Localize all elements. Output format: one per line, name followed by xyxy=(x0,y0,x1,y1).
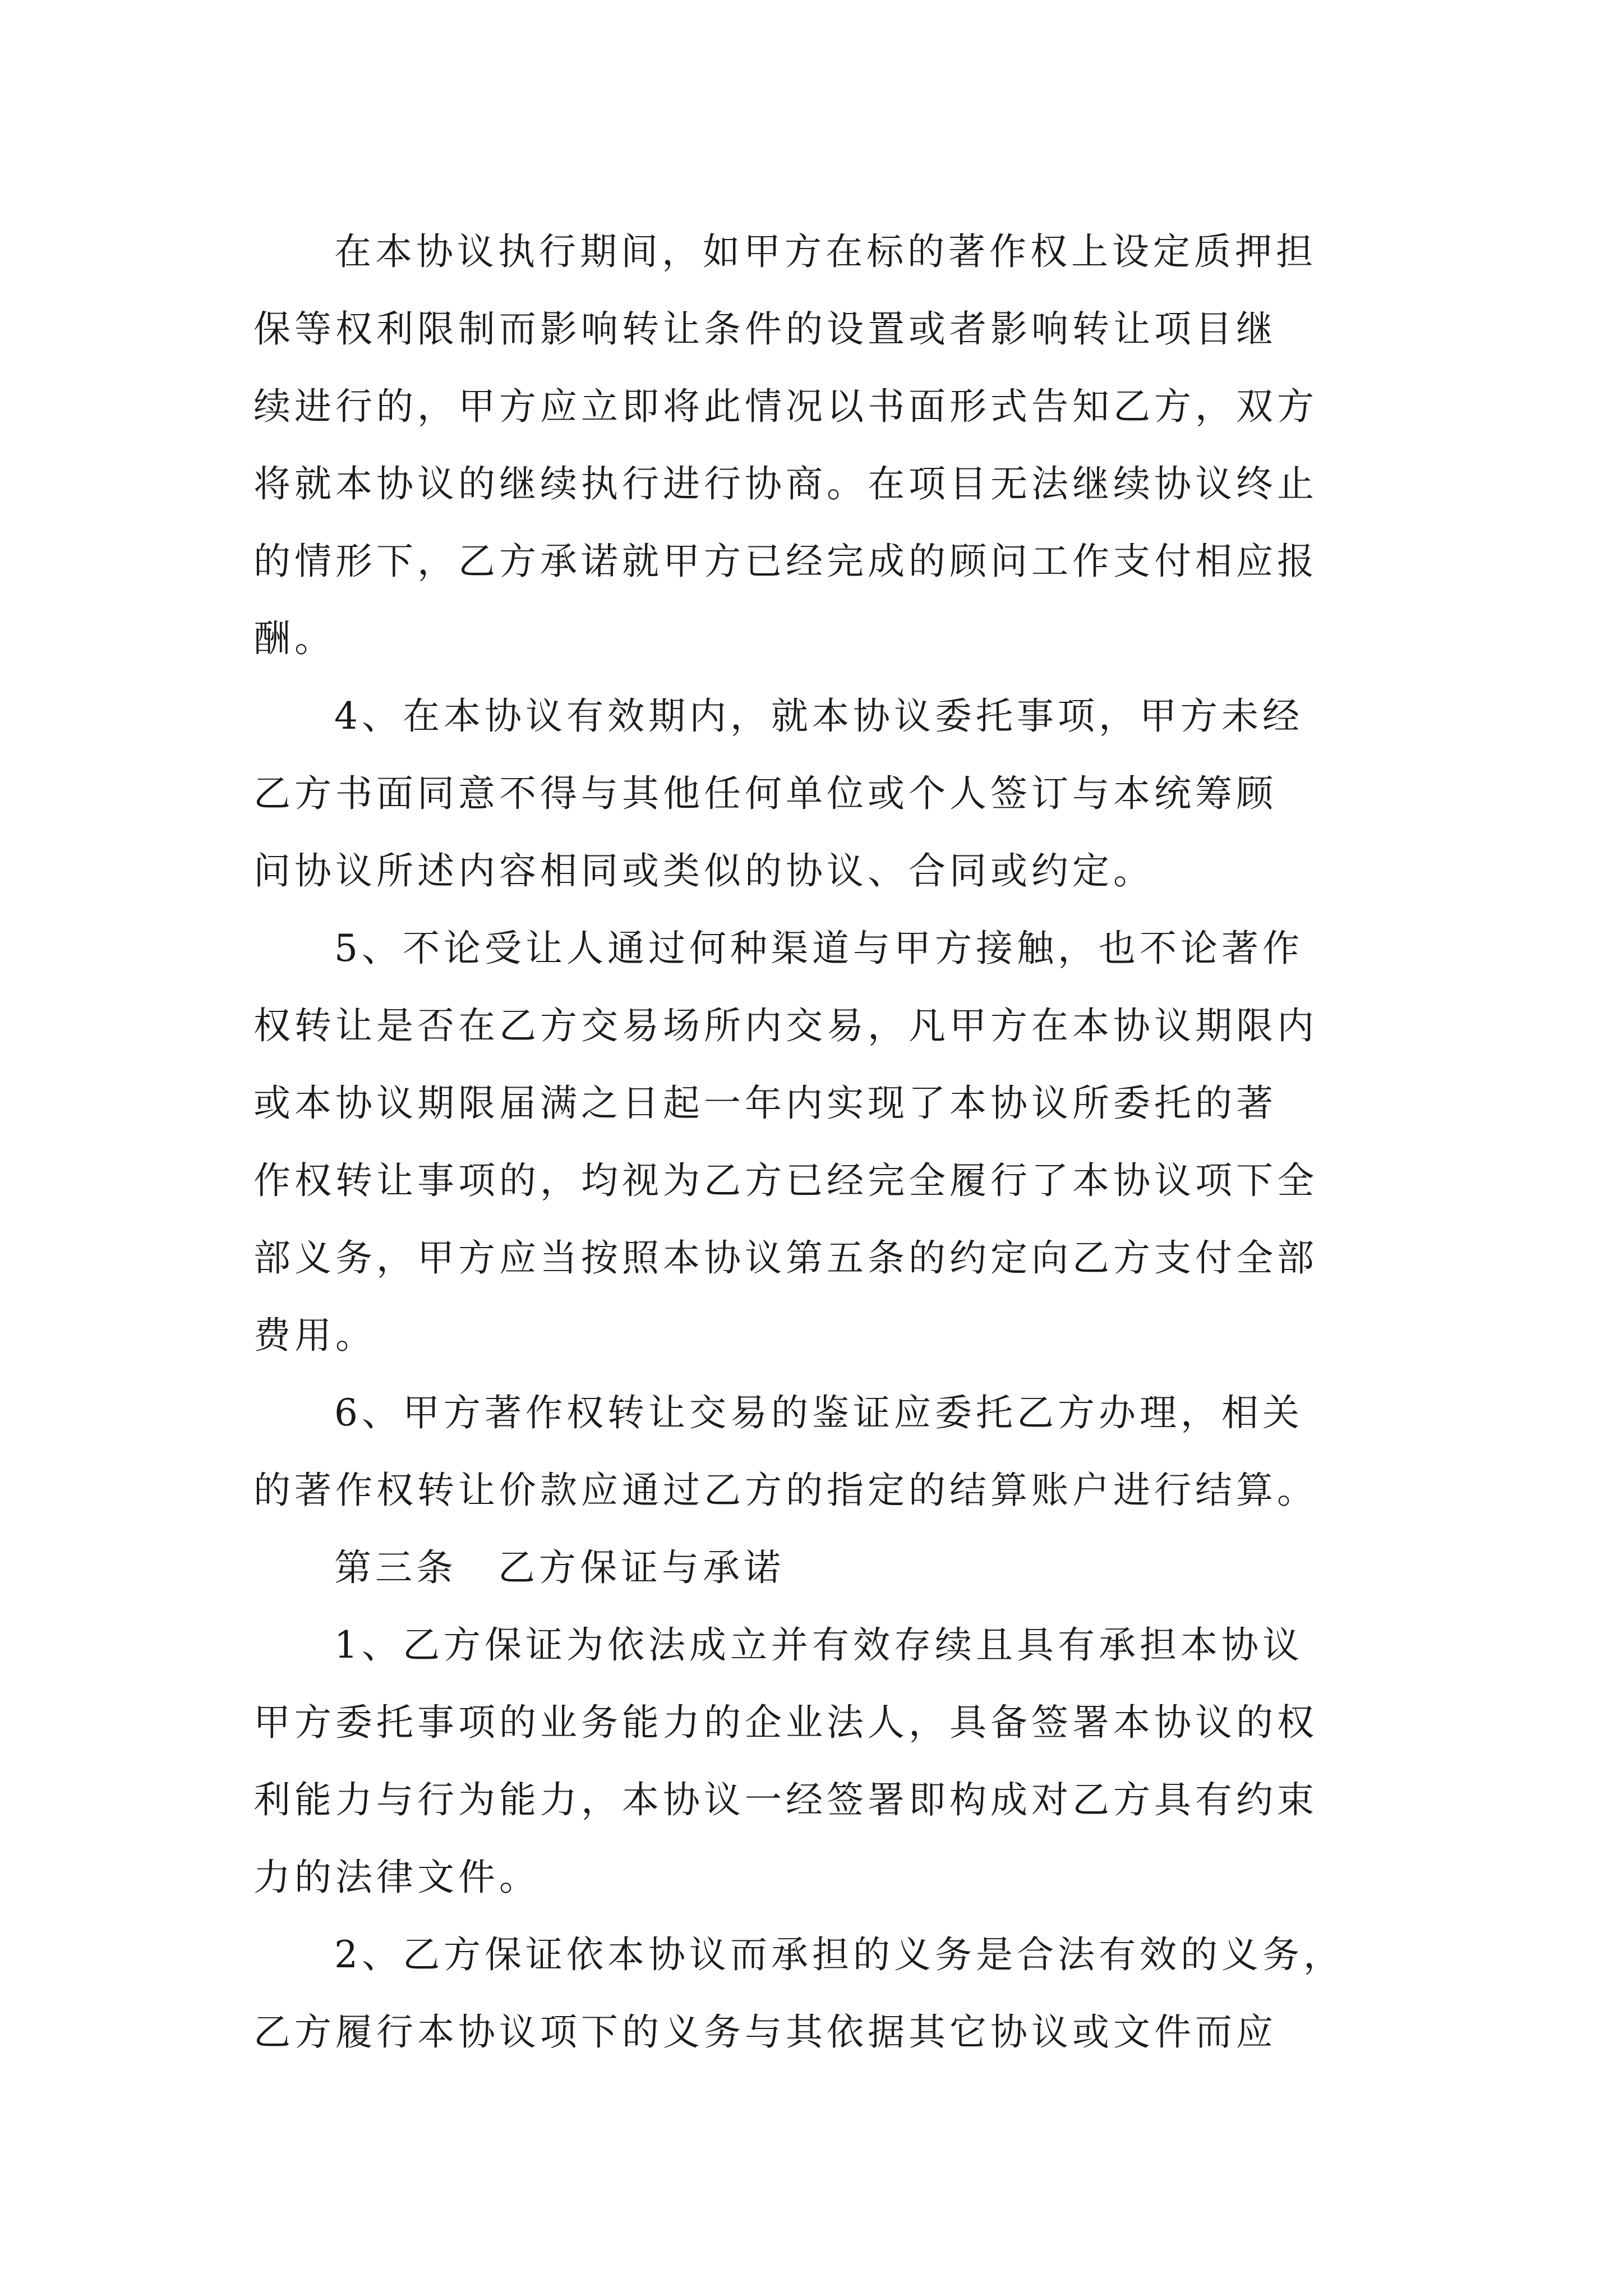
paragraph-line: 在本协议执行期间，如甲方在标的著作权上设定质押担 xyxy=(334,230,1317,273)
paragraph-line: 1、乙方保证为依法成立并有效存续且具有承担本协议 xyxy=(334,1623,1303,1667)
paragraph-line: 甲方委托事项的业务能力的企业法人，具备签署本协议的权 xyxy=(253,1701,1318,1744)
paragraph-line: 乙方履行本协议项下的义务与其依据其它协议或文件而应 xyxy=(253,2010,1277,2054)
paragraph-line: 作权转让事项的，均视为乙方已经完全履行了本协议项下全 xyxy=(253,1159,1318,1202)
paragraph-line: 2、乙方保证依本协议而承担的义务是合法有效的义务， xyxy=(334,1933,1344,1976)
paragraph-line: 乙方书面同意不得与其他任何单位或个人签订与本统筹顾 xyxy=(253,772,1277,815)
paragraph-line: 利能力与行为能力，本协议一经签署即构成对乙方具有约束 xyxy=(253,1778,1318,1821)
paragraph-line: 将就本协议的继续执行进行协商。在项目无法继续协议终止 xyxy=(253,462,1318,505)
paragraph-line: 的著作权转让价款应通过乙方的指定的结算账户进行结算。 xyxy=(253,1469,1318,1512)
paragraph-line: 或本协议期限届满之日起一年内实现了本协议所委托的著 xyxy=(253,1082,1277,1125)
paragraph-line: 酬。 xyxy=(253,617,335,660)
paragraph-line: 保等权利限制而影响转让条件的设置或者影响转让项目继 xyxy=(253,307,1277,351)
paragraph-line: 续进行的，甲方应立即将此情况以书面形式告知乙方，双方 xyxy=(253,385,1318,428)
paragraph-line: 的情形下，乙方承诺就甲方已经完成的顾问工作支付相应报 xyxy=(253,540,1318,583)
paragraph-line: 6、甲方著作权转让交易的鉴证应委托乙方办理，相关 xyxy=(334,1391,1303,1434)
paragraph-line: 问协议所述内容相同或类似的协议、合同或约定。 xyxy=(253,849,1154,892)
document-body xyxy=(253,213,1381,2071)
paragraph-line: 部义务，甲方应当按照本协议第五条的约定向乙方支付全部 xyxy=(253,1236,1318,1280)
paragraph-line: 4、在本协议有效期内，就本协议委托事项，甲方未经 xyxy=(334,694,1303,738)
paragraph-line: 5、不论受让人通过何种渠道与甲方接触，也不论著作 xyxy=(334,927,1303,970)
paragraph-line: 力的法律文件。 xyxy=(253,1856,540,1899)
paragraph-line: 权转让是否在乙方交易场所内交易，凡甲方在本协议期限内 xyxy=(253,1004,1318,1047)
paragraph-line: 费用。 xyxy=(253,1314,376,1357)
section-heading: 第三条 乙方保证与承诺 xyxy=(334,1546,785,1589)
